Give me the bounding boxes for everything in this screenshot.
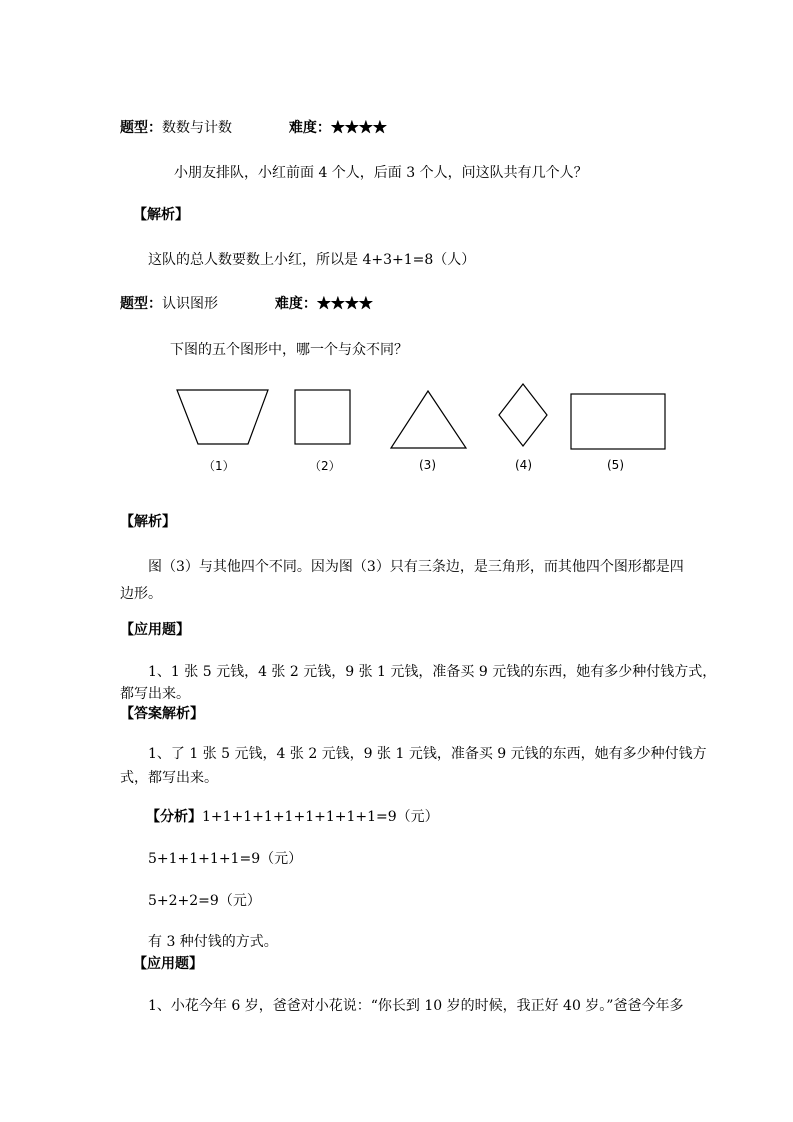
q3-answer-line2: 式，都写出来。 (120, 770, 218, 786)
q4-question-line1: 1、小花今年 6 岁，爸爸对小花说：“你长到 10 岁的时候，我正好 40 岁。”爸爸今年多 (148, 998, 684, 1014)
q3-answer-header: 【答案解析】 (120, 706, 204, 722)
q3-eq1: 1+1+1+1+1+1+1+1+1=9（元） (202, 809, 439, 825)
q3-eq2: 5+1+1+1+1=9（元） (148, 851, 303, 867)
q3-question-line1: 1、1 张 5 元钱，4 张 2 元钱，9 张 1 元钱，准备买 9 元钱的东西，她有多少种付钱方式， (148, 664, 717, 680)
q2-stars: ★★★★ (316, 296, 373, 312)
q3-header: 【应用题】 (120, 622, 190, 638)
q2-diff-label: 难度： (274, 296, 317, 312)
q1-analysis-header: 【解析】 (133, 207, 189, 223)
shape-label-3: (3) (419, 458, 436, 472)
q2-type-value: 认识图形 (162, 296, 218, 312)
q2-analysis-line2: 边形。 (120, 586, 162, 602)
q3-question-line2: 都写出来。 (120, 686, 190, 702)
trapezoid-shape (177, 390, 268, 444)
shape-label-5: (5) (607, 458, 624, 472)
triangle-shape (391, 391, 466, 448)
shapes-figure (0, 0, 793, 500)
q3-fenxi (146, 807, 439, 827)
q1-analysis: 这队的总人数要数上小红，所以是 4+3+1=8（人） (148, 252, 476, 268)
shape-label-1: （1） (203, 459, 235, 473)
q2-analysis-header: 【解析】 (120, 514, 176, 530)
square-shape (295, 390, 350, 444)
q1-diff-label: 难度： (288, 120, 331, 136)
rhombus-shape (499, 384, 547, 446)
q4-header: 【应用题】 (133, 956, 203, 972)
q3-fenxi-label: 【分析】 (146, 809, 202, 825)
q1-question: 小朋友排队，小红前面 4 个人，后面 3 个人，问这队共有几个人？ (174, 165, 588, 181)
rectangle-shape (571, 394, 665, 449)
q1-stars: ★★★★ (330, 120, 387, 136)
q3-eq3: 5+2+2=9（元） (148, 893, 261, 909)
shape-label-2: （2） (309, 459, 341, 473)
q3-answer-line1: 1、了 1 张 5 元钱，4 张 2 元钱，9 张 1 元钱，准备买 9 元钱的东西，她有多少种付钱方 (148, 746, 707, 762)
q2-question: 下图的五个图形中，哪一个与众不同？ (170, 342, 408, 358)
q1-type-label: 题型： (120, 120, 162, 136)
q3-conclusion: 有 3 种付钱的方式。 (148, 934, 278, 950)
q1-type-value: 数数与计数 (162, 120, 232, 136)
q2-type-label: 题型： (120, 296, 162, 312)
shape-label-4: (4) (515, 458, 532, 472)
q2-analysis-line1: 图（3）与其他四个不同。因为图（3）只有三条边，是三角形，而其他四个图形都是四 (148, 559, 684, 575)
